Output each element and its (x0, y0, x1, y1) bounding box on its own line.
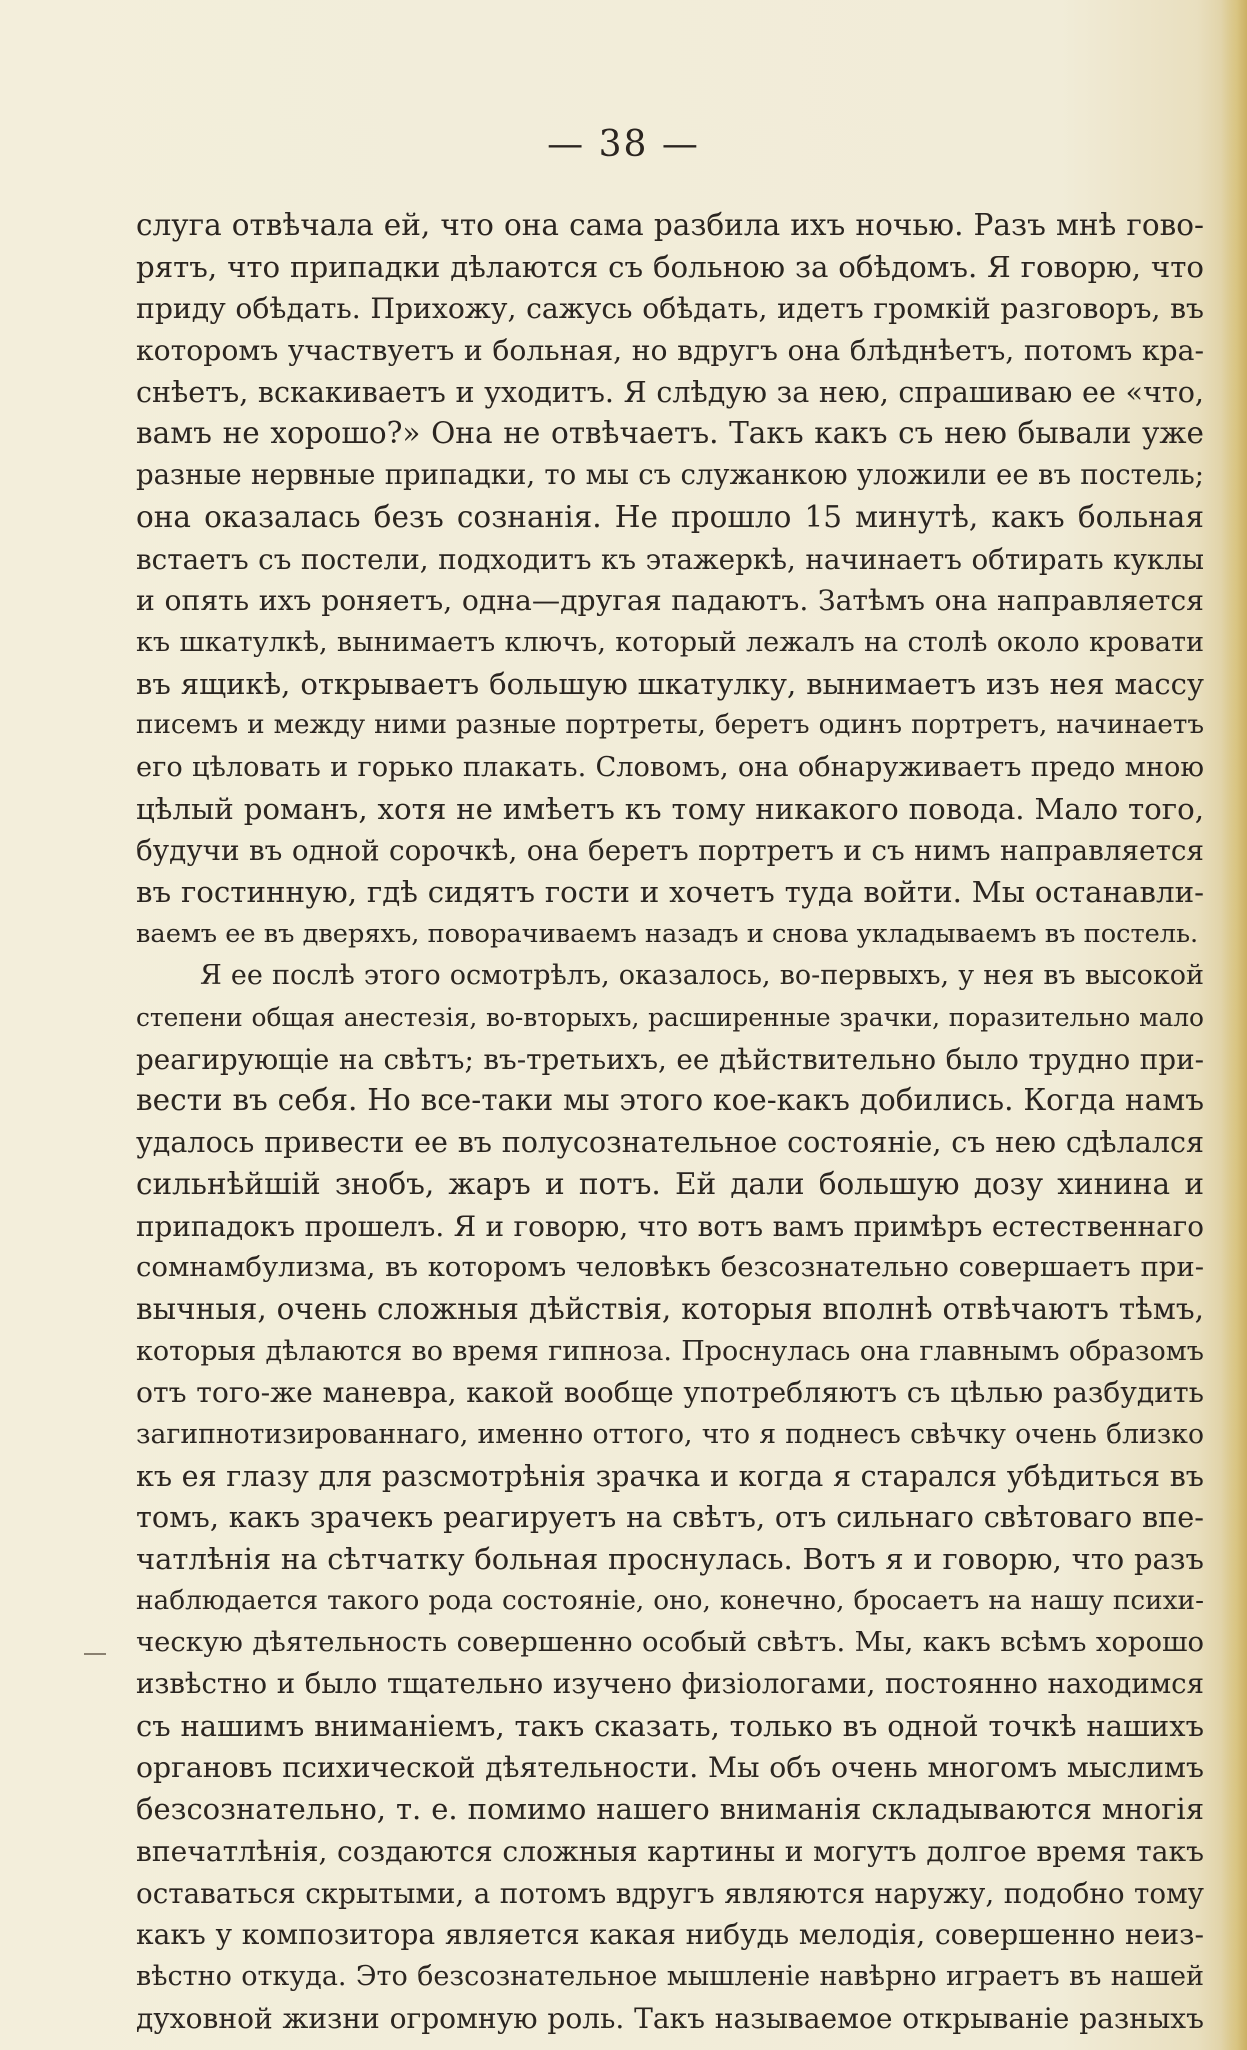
margin-pencil-mark (84, 1653, 106, 1655)
text-line: въ гостинную, гдѣ сидятъ гости и хочетъ туда войти. Мы останавли- (136, 875, 1204, 909)
text-line: его цѣловать и горько плакать. Словомъ, она обнаруживаетъ предо мною (136, 751, 1204, 783)
text-line: загипнотизированнаго, именно оттого, что я поднесъ свѣчку очень близко (136, 1418, 1204, 1450)
page-number: — 38 — (547, 124, 700, 165)
text-line: встаетъ съ постели, подходитъ къ этажеркѣ, начинаетъ обтирать куклы (136, 542, 1204, 576)
text-line: вѣстно откуда. Это безсознательное мышленіе навѣрно играетъ въ нашей (136, 1960, 1204, 1992)
text-line: припадокъ прошелъ. Я и говорю, что вотъ вамъ примѣръ естественнаго (136, 1209, 1204, 1243)
text-line: сильнѣйшій знобъ, жаръ и потъ. Ей дали большую дозу хинина и (136, 1166, 1204, 1201)
text-line: удалось привести ее въ полусознательное состояніе, съ нею сдѣлался (136, 1125, 1204, 1160)
text-line: писемъ и между ними разные портреты, беретъ одинъ портретъ, начинаетъ (136, 710, 1204, 741)
text-line: къ шкатулкѣ, вынимаетъ ключъ, который лежалъ на столѣ около кровати (136, 626, 1204, 658)
text-line: цѣлый романъ, хотя не имѣетъ къ тому никакого повода. Мало того, (136, 791, 1204, 826)
text-line: рятъ, что припадки дѣлаются съ больною за обѣдомъ. Я говорю, что (136, 249, 1204, 284)
text-line: извѣстно и было тщательно изучено физіологами, постоянно находимся (136, 1668, 1204, 1701)
text-line: вести въ себя. Но все-таки мы этого кое-какъ добились. Когда намъ (136, 1083, 1204, 1118)
text-line: наблюдается такого рода состояніе, оно, конечно, бросаетъ на нашу психи- (136, 1585, 1204, 1616)
text-line: слуга отвѣчала ей, что она сама разбила ихъ ночью. Разъ мнѣ гово- (136, 208, 1204, 242)
page-edge-shadow (1221, 0, 1247, 2050)
text-line: степени общая анестезія, во-вторыхъ, расширенные зрачки, поразительно мало (136, 1003, 1204, 1033)
text-line: съ нашимъ вниманіемъ, такъ сказать, только въ одной точкѣ нашихъ (136, 1708, 1204, 1743)
text-line: она оказалась безъ сознанія. Не прошло 15 минутѣ, какъ больная (136, 499, 1204, 534)
text-line: сомнамбулизма, въ которомъ человѣкъ безсознательно совершаетъ при- (136, 1251, 1204, 1284)
text-line: какъ у композитора является какая нибудь мелодія, совершенно неиз- (136, 1918, 1204, 1952)
text-line: въ ящикѣ, открываетъ большую шкатулку, вынимаетъ изъ нея массу (136, 666, 1204, 701)
text-line: вамъ не хорошо?» Она не отвѣчаетъ. Такъ какъ съ нею бывали уже (136, 416, 1204, 451)
text-line: ваемъ ее въ дверяхъ, поворачиваемъ назадъ и снова укладываемъ въ постель. (136, 918, 1199, 949)
body-text (136, 205, 1204, 2039)
text-line: снѣетъ, вскакиваетъ и уходитъ. Я слѣдую за нею, спрашиваю ее «что, (136, 374, 1204, 409)
text-line: которыя дѣлаются во время гипноза. Проснулась она главнымъ образомъ (136, 1335, 1204, 1367)
text-line: чатлѣнія на сѣтчатку больная проснулась. Вотъ я и говорю, что разъ (136, 1542, 1204, 1576)
text-line: реагирующіе на свѣтъ; въ-третьихъ, ее дѣйствительно было трудно при- (136, 1042, 1204, 1076)
text-line: будучи въ одной сорочкѣ, она беретъ портретъ и съ нимъ направляется (136, 834, 1204, 868)
text-line: оставаться скрытыми, а потомъ вдругъ являются наружу, подобно тому (136, 1876, 1204, 1910)
text-line: приду обѣдать. Прихожу, сажусь обѣдать, идетъ громкій разговоръ, въ (136, 292, 1204, 326)
text-line-paragraph-start: Я ее послѣ этого осмотрѣлъ, оказалось, во-первыхъ, у нея въ высокой (200, 960, 1204, 992)
text-line: которомъ участвуетъ и больная, но вдругъ она блѣднѣетъ, потомъ кра- (136, 334, 1204, 368)
text-line: къ ея глазу для разсмотрѣнія зрачка и когда я старался убѣдиться въ (136, 1458, 1204, 1493)
text-line: вычныя, очень сложныя дѣйствія, которыя вполнѣ отвѣчаютъ тѣмъ, (136, 1291, 1204, 1326)
text-line: томъ, какъ зрачекъ реагируетъ на свѣтъ, отъ сильнаго свѣтоваго впе- (136, 1500, 1204, 1535)
text-line: разные нервные припадки, то мы съ служанкою уложили ее въ постель; (136, 459, 1204, 492)
text-line: отъ того-же маневра, какой вообще употребляютъ съ цѣлью разбудить (136, 1376, 1204, 1410)
text-line: органовъ психической дѣятельности. Мы объ очень многомъ мыслимъ (136, 1751, 1204, 1785)
text-line: ческую дѣятельность совершенно особый свѣтъ. Мы, какъ всѣмъ хорошо (136, 1627, 1204, 1659)
text-line: духовной жизни огромную роль. Такъ называемое открываніе разныхъ (136, 2001, 1204, 2035)
text-line: безсознательно, т. е. помимо нашего вниманія складываются многія (136, 1792, 1204, 1827)
text-line: и опять ихъ роняетъ, одна—другая падаютъ. Затѣмъ она направляется (136, 584, 1204, 618)
text-line: впечатлѣнія, создаются сложныя картины и могутъ долгое время такъ (136, 1834, 1204, 1868)
